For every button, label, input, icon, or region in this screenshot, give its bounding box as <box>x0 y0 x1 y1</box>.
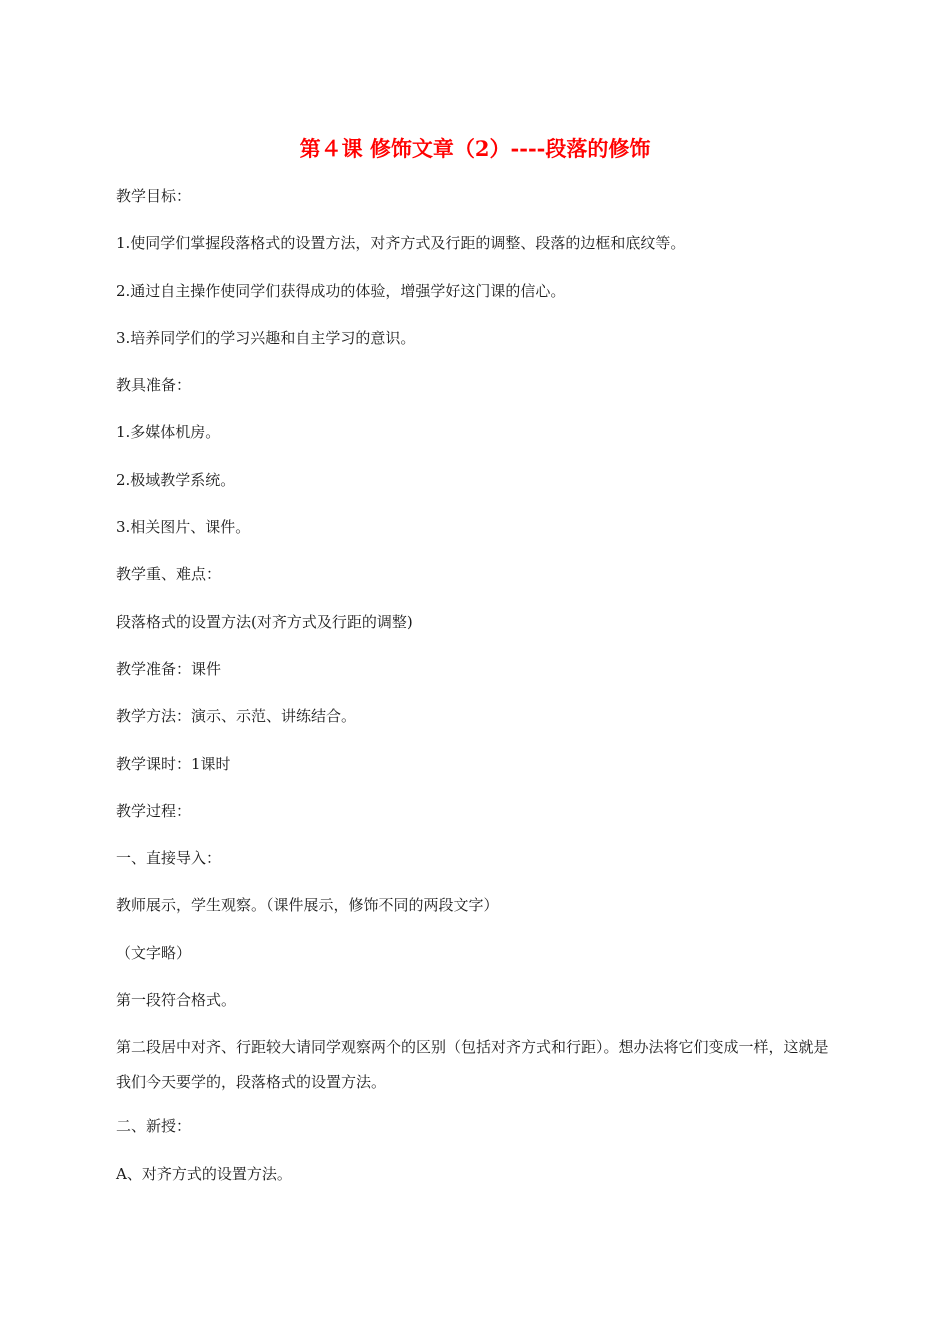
teaching-hours: 教学课时：1课时 <box>116 754 231 773</box>
aid-item-2: 2.极域教学系统。 <box>116 470 236 489</box>
aid-item-1: 1.多媒体机房。 <box>116 423 221 442</box>
heading-teaching-goals: 教学目标： <box>116 187 192 205</box>
goal-item-1: 1.使同学们掌握段落格式的设置方法，对齐方式及行距的调整、段落的边框和底纹等。 <box>116 234 686 253</box>
goal-item-3: 3.培养同学们的学习兴趣和自主学习的意识。 <box>116 328 416 347</box>
document-body <box>116 183 836 1208</box>
heading-teaching-process: 教学过程： <box>116 801 192 820</box>
heading-key-points: 教学重、难点： <box>116 565 222 584</box>
section-direct-intro: 一、直接导入： <box>116 849 222 868</box>
key-points-text: 段落格式的设置方法(对齐方式及行距的调整) <box>116 612 413 631</box>
heading-teaching-aids: 教具准备： <box>116 376 192 395</box>
aid-item-3: 3.相关图片、课件。 <box>116 518 251 537</box>
teaching-preparation: 教学准备：课件 <box>116 659 222 678</box>
section-new-lesson: 二、新授： <box>116 1117 192 1136</box>
teaching-methods: 教学方法：演示、示范、讲练结合。 <box>116 707 357 726</box>
text-omitted-note: （文字略） <box>116 943 192 962</box>
alignment-method-heading: A、对齐方式的设置方法。 <box>116 1164 292 1183</box>
intro-paragraph: 教师展示，学生观察。（课件展示，修饰不同的两段文字） <box>116 896 499 915</box>
goal-item-2: 2.通过自主操作使同学们获得成功的体验，增强学好这门课的信心。 <box>116 281 566 300</box>
first-paragraph-note: 第一段符合格式。 <box>116 991 237 1010</box>
document-title: 第４课 修饰文章（2）----段落的修饰 <box>299 136 651 161</box>
second-paragraph-note: 第二段居中对齐、行距较大请同学观察两个的区别（包括对齐方式和行距）。想办法将它们变成一样，这就是我们今天要学的，段落格式的设置方法。 <box>116 1038 829 1092</box>
